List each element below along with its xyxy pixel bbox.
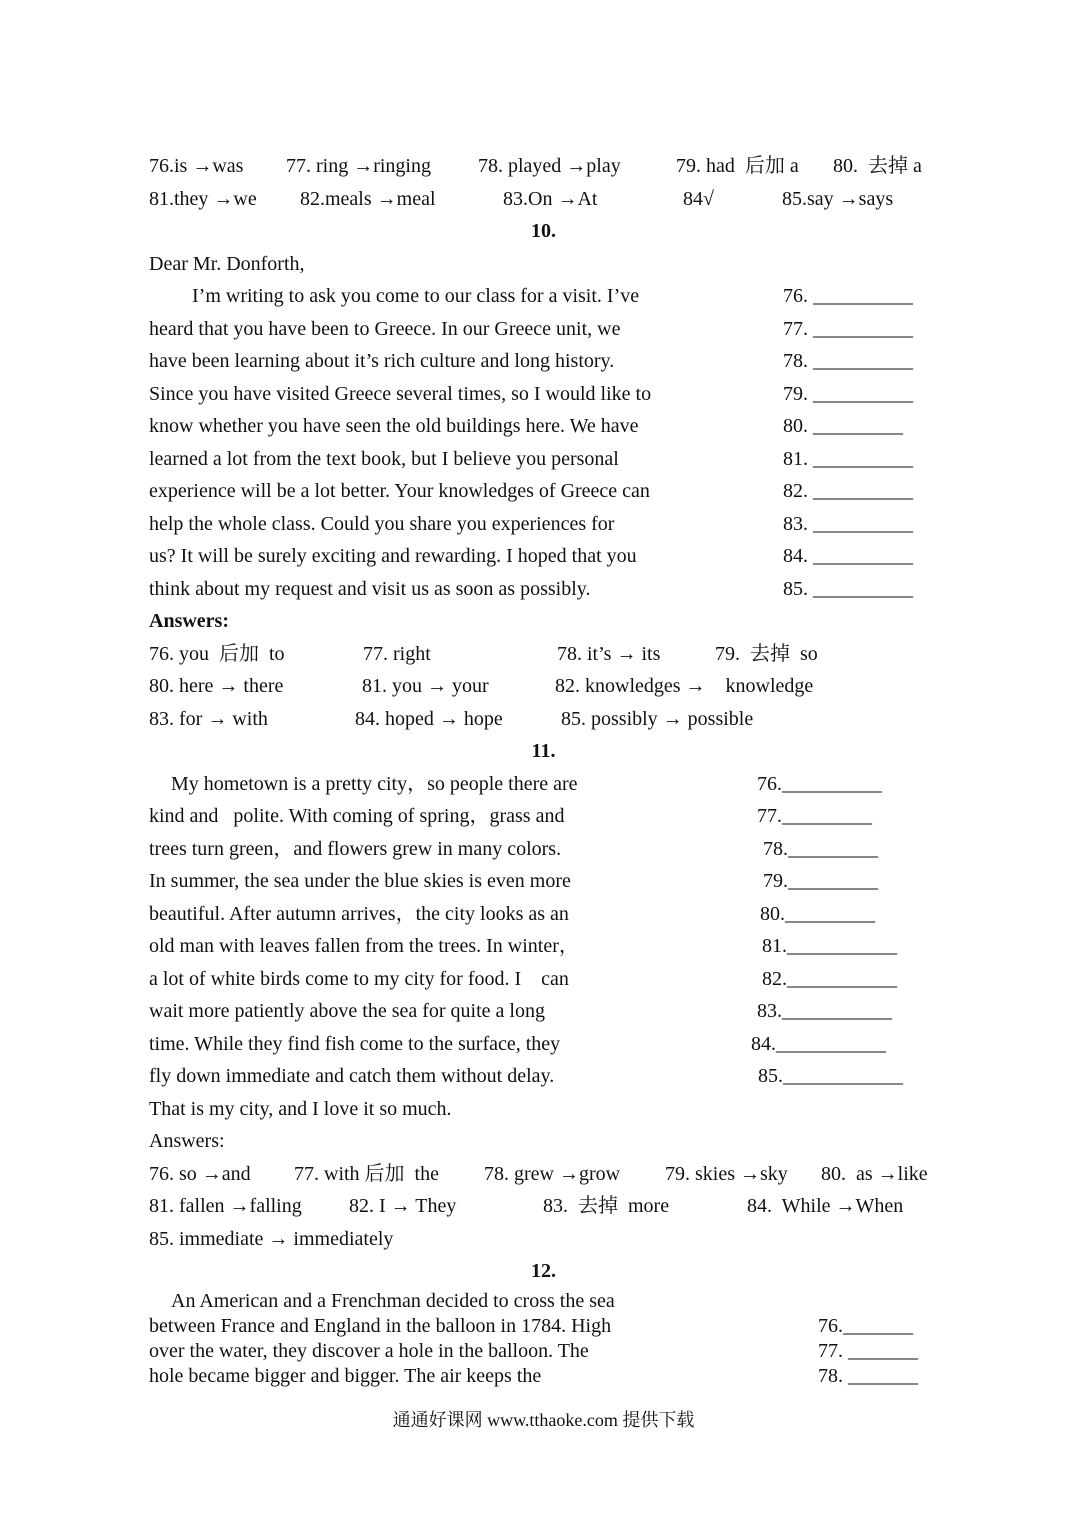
section-12-blank-76: 76._______ [818, 1315, 913, 1337]
section-10-answer-85: 85. possibly → possible [561, 708, 754, 730]
section-10-answer-77: 77. right [363, 643, 431, 665]
section-10-answer-81: 81. you → your [362, 675, 489, 697]
section-11-blank-78: 78._________ [763, 838, 878, 860]
section-11-line-8: wait more patiently above the sea for quite a long [149, 1000, 545, 1022]
section-10-answer-78: 78. it’s → its [557, 643, 661, 665]
section-10-line-9: us? It will be surely exciting and rewarding. I hoped that you [149, 545, 637, 567]
section-12-line-3: over the water, they discover a hole in the balloon. The [149, 1340, 589, 1362]
section-10-line-2: heard that you have been to Greece. In our Greece unit, we [149, 318, 621, 340]
section-11-answer-81: 81. fallen →falling [149, 1195, 302, 1217]
section-11-answer-79: 79. skies →sky [665, 1163, 788, 1185]
section-11-answers-label: Answers: [149, 1130, 225, 1152]
section-11-line-11: That is my city, and I love it so much. [149, 1098, 452, 1120]
section-11-answer-82: 82. I → They [349, 1195, 457, 1217]
section-11-blank-83: 83.___________ [757, 1000, 892, 1022]
section-11-line-1: My hometown is a pretty city，so people there are [171, 773, 578, 795]
section-11-blank-76: 76.__________ [757, 773, 882, 795]
section-12-line-1: An American and a Frenchman decided to cross the sea [171, 1290, 615, 1312]
section-11-answer-85: 85. immediate → immediately [149, 1228, 394, 1250]
section-11-line-9: time. While they find fish come to the surface, they [149, 1033, 561, 1055]
section-12-blank-78: 78. _______ [818, 1365, 918, 1387]
section-10-answer-79: 79. 去掉 so [715, 643, 818, 665]
section-10-blank-85: 85. __________ [783, 578, 913, 600]
section-10-blank-80: 80. _________ [783, 415, 903, 437]
section-11-line-7: a lot of white birds come to my city for food. I can [149, 968, 569, 990]
section-12-line-2: between France and England in the balloon in 1784. High [149, 1315, 612, 1337]
section-10-blank-78: 78. __________ [783, 350, 913, 372]
section-10-answer-83: 83. for → with [149, 708, 268, 730]
section-10-blank-76: 76. __________ [783, 285, 913, 307]
section-11-line-10: fly down immediate and catch them without delay. [149, 1065, 555, 1087]
top-answer-81: 81.they →we [149, 188, 257, 210]
section-10-answer-76: 76. you 后加 to [149, 643, 285, 665]
section-10-blank-81: 81. __________ [783, 448, 913, 470]
section-10-salutation: Dear Mr. Donforth, [149, 253, 305, 275]
section-11-line-2: kind and polite. With coming of spring，grass and [149, 805, 565, 827]
page-footer: 通通好课网 www.tthaoke.com 提供下载 [392, 1410, 695, 1430]
top-answer-76: 76.is →was [149, 155, 244, 177]
section-12-blank-77: 77. _______ [818, 1340, 918, 1362]
section-12-line-4: hole became bigger and bigger. The air keeps the [149, 1365, 542, 1387]
top-answer-84: 84√ [683, 188, 714, 210]
top-answer-83: 83.On →At [503, 188, 598, 210]
section-10-line-3: have been learning about it’s rich culture and long history. [149, 350, 615, 372]
top-answer-77: 77. ring →ringing [286, 155, 431, 177]
section-11-answer-76: 76. so →and [149, 1163, 251, 1185]
section-11-blank-80: 80._________ [760, 903, 875, 925]
section-10-line-10: think about my request and visit us as soon as possibly. [149, 578, 591, 600]
section-11-line-6: old man with leaves fallen from the trees. In winter， [149, 935, 579, 957]
section-10-blank-83: 83. __________ [783, 513, 913, 535]
section-11-answer-78: 78. grew →grow [484, 1163, 621, 1185]
section-10-blank-82: 82. __________ [783, 480, 913, 502]
section-11-answer-80: 80. as →like [821, 1163, 928, 1185]
section-10-line-6: learned a lot from the text book, but I believe you personal [149, 448, 619, 470]
section-11-blank-79: 79._________ [763, 870, 878, 892]
section-12-number: 12. [531, 1260, 556, 1282]
section-11-line-5: beautiful. After autumn arrives，the city looks as an [149, 903, 569, 925]
top-answer-82: 82.meals →meal [300, 188, 436, 210]
section-10-blank-77: 77. __________ [783, 318, 913, 340]
top-answer-80: 80. 去掉 a [833, 155, 922, 177]
section-10-line-8: help the whole class. Could you share you experiences for [149, 513, 615, 535]
section-11-blank-82: 82.___________ [762, 968, 897, 990]
top-answer-78: 78. played →play [478, 155, 621, 177]
section-10-answer-80: 80. here → there [149, 675, 284, 697]
section-10-answer-84: 84. hoped → hope [355, 708, 503, 730]
section-10-answer-82: 82. knowledges → knowledge [555, 675, 814, 697]
section-11-blank-85: 85.____________ [758, 1065, 903, 1087]
section-10-number: 10. [531, 220, 556, 242]
section-11-answer-84: 84. While →When [747, 1195, 904, 1217]
section-10-line-4: Since you have visited Greece several times, so I would like to [149, 383, 652, 405]
section-10-line-7: experience will be a lot better. Your knowledges of Greece can [149, 480, 650, 502]
top-answer-85: 85.say →says [782, 188, 894, 210]
section-10-blank-79: 79. __________ [783, 383, 913, 405]
section-11-number: 11. [531, 740, 556, 762]
section-11-line-3: trees turn green，and flowers grew in many colors. [149, 838, 562, 860]
section-11-answer-83: 83. 去掉 more [543, 1195, 670, 1217]
section-11-answer-77: 77. with 后加 the [294, 1163, 439, 1185]
section-11-blank-84: 84.___________ [751, 1033, 886, 1055]
section-10-line-1: I’m writing to ask you come to our class for a visit. I’ve [192, 285, 640, 307]
section-10-answers-label: Answers: [149, 610, 229, 632]
section-10-line-5: know whether you have seen the old buildings here. We have [149, 415, 639, 437]
section-11-line-4: In summer, the sea under the blue skies is even more [149, 870, 571, 892]
section-11-blank-81: 81.___________ [762, 935, 897, 957]
top-answer-79: 79. had 后加 a [676, 155, 799, 177]
section-11-blank-77: 77._________ [757, 805, 872, 827]
section-10-blank-84: 84. __________ [783, 545, 913, 567]
